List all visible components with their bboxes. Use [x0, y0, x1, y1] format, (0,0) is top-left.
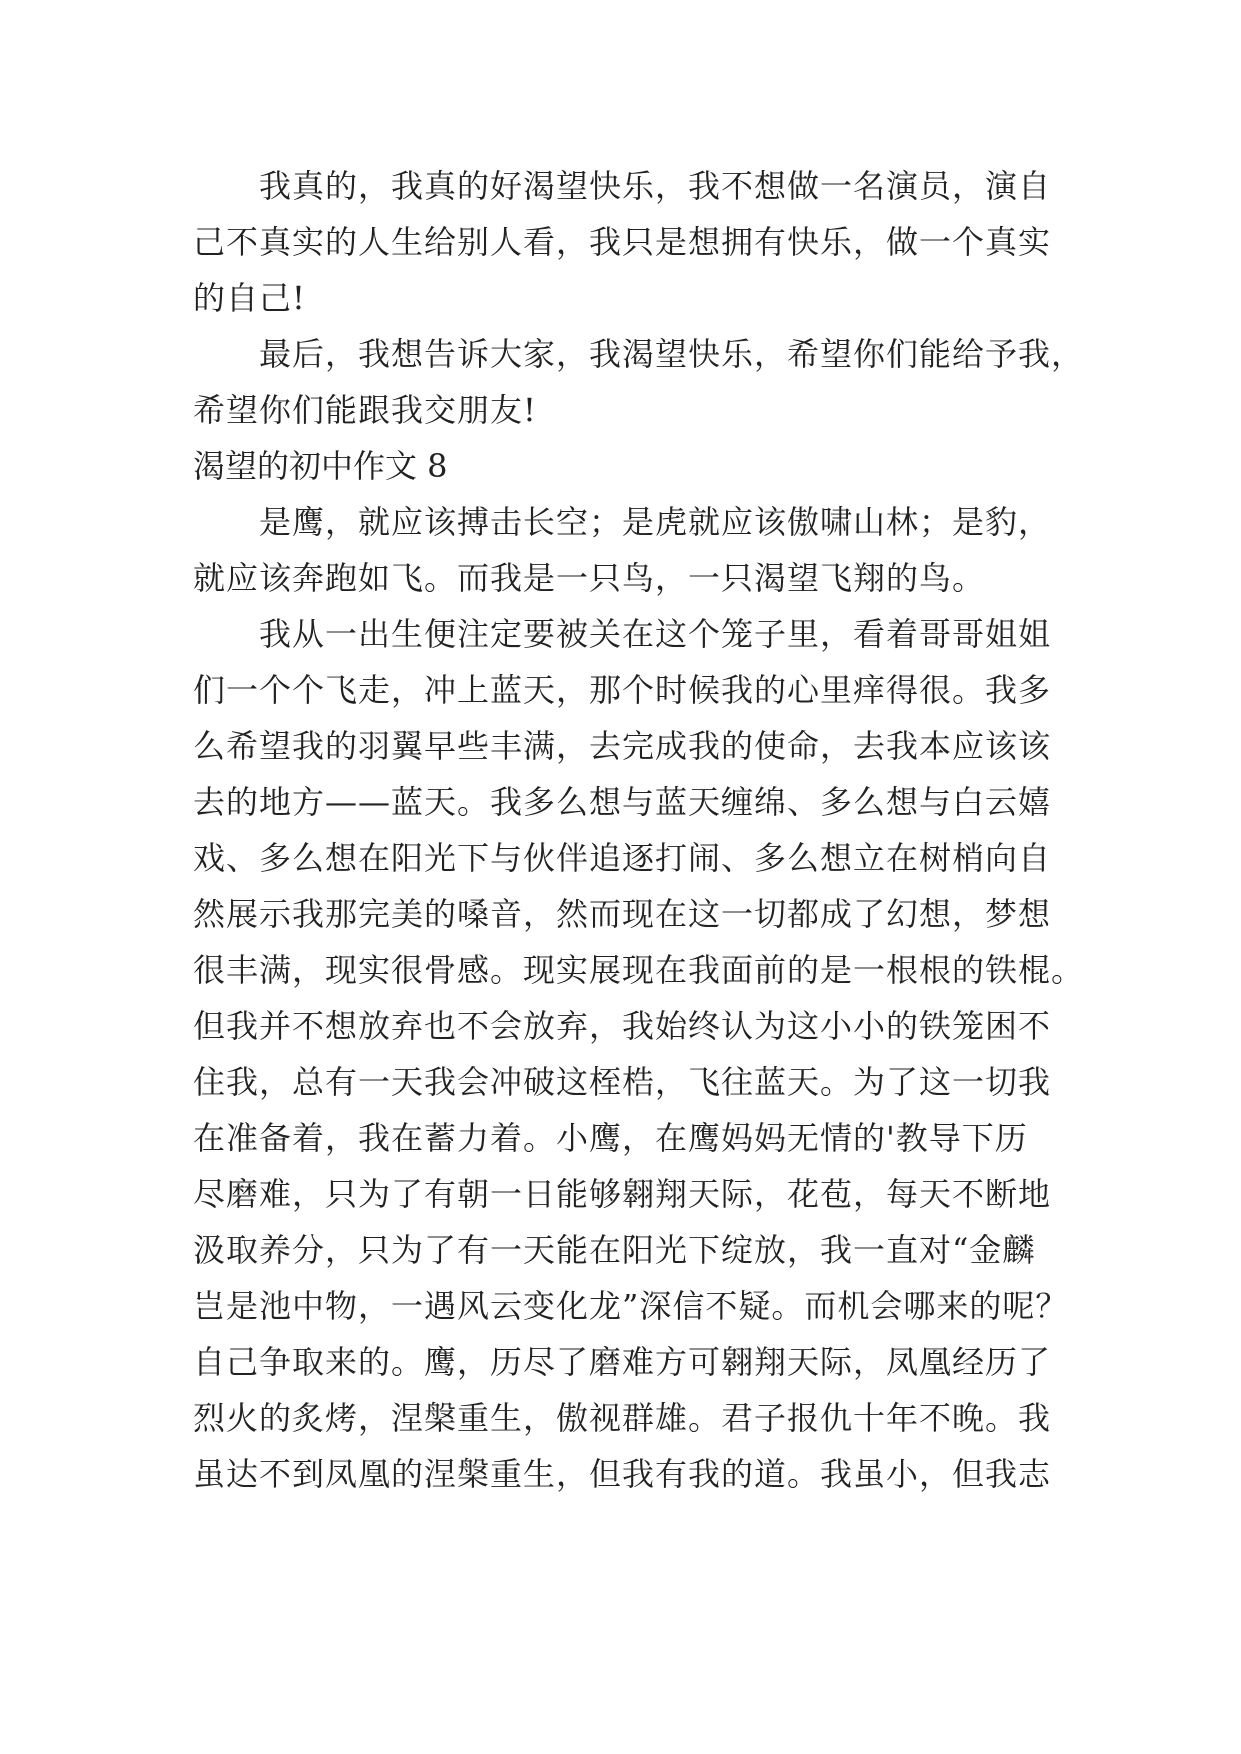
text-line: 己不真实的人生给别人看，我只是想拥有快乐，做一个真实: [193, 223, 1052, 261]
text-line: 就应该奔跑如飞。而我是一只鸟，一只渴望飞翔的鸟。: [193, 559, 986, 597]
text-line: 么希望我的羽翼早些丰满，去完成我的使命，去我本应该该: [193, 727, 1052, 765]
text-line: 希望你们能跟我交朋友!: [193, 391, 537, 429]
text-line: 很丰满，现实很骨感。现实展现在我面前的是一根根的铁棍。: [193, 951, 1085, 989]
document-body: [193, 158, 1085, 1502]
text-line: 在准备着，我在蓄力着。小鹰，在鹰妈妈无情的'教导下历: [193, 1119, 1028, 1157]
text-line: 我从一出生便注定要被关在这个笼子里，看着哥哥姐姐: [259, 615, 1052, 653]
text-line: 住我，总有一天我会冲破这桎梏，飞往蓝天。为了这一切我: [193, 1063, 1052, 1101]
text-line: 戏、多么想在阳光下与伙伴追逐打闹、多么想立在树梢向自: [193, 839, 1052, 877]
text-line: 最后，我想告诉大家，我渴望快乐，希望你们能给予我，: [259, 335, 1085, 373]
text-line: 然展示我那完美的嗓音，然而现在这一切都成了幻想，梦想: [193, 895, 1052, 933]
text-line: 去的地方——蓝天。我多么想与蓝天缠绵、多么想与白云嬉: [193, 783, 1052, 821]
text-line: 岂是池中物，一遇风云变化龙”深信不疑。而机会哪来的呢？: [193, 1287, 1069, 1325]
section-title: 渴望的初中作文 8: [193, 447, 448, 485]
text-line: 但我并不想放弃也不会放弃，我始终认为这小小的铁笼困不: [193, 1007, 1052, 1045]
text-line: 烈火的炙烤，涅槃重生，傲视群雄。君子报仇十年不晚。我: [193, 1399, 1052, 1437]
text-line: 虽达不到凤凰的涅槃重生，但我有我的道。我虽小，但我志: [193, 1455, 1052, 1493]
text-line: 自己争取来的。鹰，历尽了磨难方可翱翔天际，凤凰经历了: [193, 1343, 1052, 1381]
text-line: 的自己!: [193, 279, 306, 317]
text-line: 汲取养分，只为了有一天能在阳光下绽放，我一直对“金麟: [193, 1231, 1036, 1269]
text-line: 们一个个飞走，冲上蓝天，那个时候我的心里痒得很。我多: [193, 671, 1052, 709]
text-line: 是鹰，就应该搏击长空；是虎就应该傲啸山林；是豹，: [259, 503, 1052, 541]
text-line: 尽磨难，只为了有朝一日能够翱翔天际，花苞，每天不断地: [193, 1175, 1052, 1213]
text-line: 我真的，我真的好渴望快乐，我不想做一名演员，演自: [259, 167, 1052, 205]
